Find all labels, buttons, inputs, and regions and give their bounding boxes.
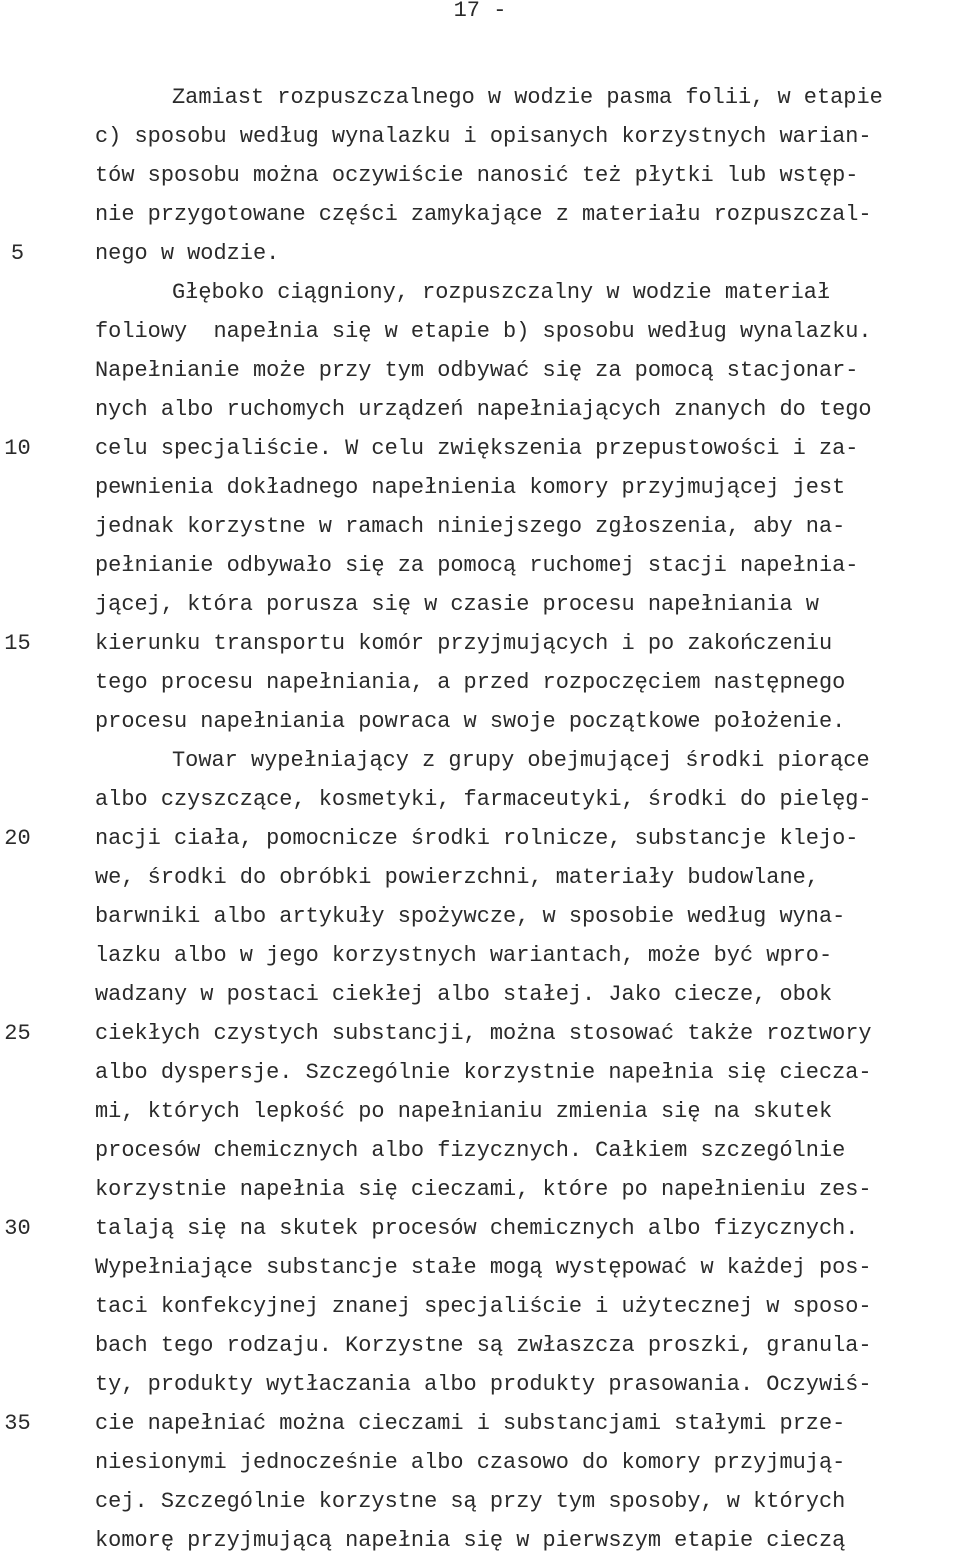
text-line: albo dyspersje. Szczególnie korzystnie napełnia się cieczа- <box>95 1060 872 1085</box>
text-line: cie napełniać można cieczami i substancjami stałymi prze- <box>95 1411 846 1436</box>
text-line: nacji ciała, pomocnicze środki rolnicze, substancje klejo- <box>95 826 859 851</box>
page-number-header: 17 - <box>453 0 507 23</box>
text-line: mi, których lepkość po napełnianiu zmienia się na skutek <box>95 1099 833 1124</box>
text-line: jącej, która porusza się w czasie procesu napełniania w <box>95 592 819 617</box>
text-line: niesionymi jednocześnie albo czasowo do komory przyjmują- <box>95 1450 846 1475</box>
text-line: procesu napełniania powraca w swoje początkowe położenie. <box>95 709 846 734</box>
text-line: pewnienia dokładnego napełnienia komory przyjmującej jest <box>95 475 846 500</box>
line-number: 5 <box>10 241 25 266</box>
text-line: lazku albo w jego korzystnych wariantach, może być wpro- <box>95 943 833 968</box>
text-line: ciekłych czystych substancji, można stosować także roztwory <box>95 1021 872 1046</box>
text-line: ty, produkty wytłaczania albo produkty prasowania. Oczywiś- <box>95 1372 872 1397</box>
text-line: Towar wypełniający z grupy obejmującej środki piorące <box>172 748 870 773</box>
text-line: nego w wodzie. <box>95 241 280 266</box>
text-line: bach tego rodzaju. Korzystne są zwłaszcza proszki, granula- <box>95 1333 872 1358</box>
text-line: nie przygotowane części zamykające z materiału rozpuszczal- <box>95 202 872 227</box>
text-line: talają się na skutek procesów chemicznych albo fizycznych. <box>95 1216 859 1241</box>
text-line: taci konfekcyjnej znanej specjaliście i użytecznej w sposo- <box>95 1294 872 1319</box>
text-line: Napełnianie może przy tym odbywać się za pomocą stacjonar- <box>95 358 859 383</box>
text-line: kierunku transportu komór przyjmujących i po zakończeniu <box>95 631 833 656</box>
line-number: 25 <box>4 1021 31 1046</box>
text-line: barwniki albo artykuły spożywcze, w sposobie według wyna- <box>95 904 846 929</box>
text-line: procesów chemicznych albo fizycznych. Całkiem szczególnie <box>95 1138 846 1163</box>
line-number: 35 <box>4 1411 31 1436</box>
text-line: korzystnie napełnia się cieczami, które po napełnieniu zes- <box>95 1177 872 1202</box>
line-number: 20 <box>4 826 31 851</box>
text-line: komorę przyjmującą napełnia się w pierwszym etapie cieczą <box>95 1528 846 1553</box>
line-number: 30 <box>4 1216 31 1241</box>
text-line: foliowy napełnia się w etapie b) sposobu według wynalazku. <box>95 319 872 344</box>
text-line: jednak korzystne w ramach niniejszego zgłoszenia, aby na- <box>95 514 846 539</box>
text-line: cej. Szczególnie korzystne są przy tym sposoby, w których <box>95 1489 846 1514</box>
text-line: albo czyszczące, kosmetyki, farmaceutyki, środki do pielęg- <box>95 787 872 812</box>
line-number: 15 <box>4 631 31 656</box>
text-line: pełnianie odbywało się za pomocą ruchomej stacji napełnia- <box>95 553 859 578</box>
line-number: 10 <box>4 436 31 461</box>
text-line: Głęboko ciągniony, rozpuszczalny w wodzie materiał <box>172 280 831 305</box>
text-line: nych albo ruchomych urządzeń napełniających znanych do tego <box>95 397 872 422</box>
text-line: Zamiast rozpuszczalnego w wodzie pasma folii, w etapie <box>172 85 883 110</box>
text-line: we, środki do obróbki powierzchni, materiały budowlane, <box>95 865 819 890</box>
text-line: tów sposobu można oczywiście nanosić też płytki lub wstęp- <box>95 163 859 188</box>
text-line: celu specjaliście. W celu zwiększenia przepustowości i za- <box>95 436 859 461</box>
text-line: tego procesu napełniania, a przed rozpoczęciem następnego <box>95 670 846 695</box>
text-line: Wypełniające substancje stałe mogą występować w każdej pos- <box>95 1255 872 1280</box>
text-line: wadzany w postaci ciekłej albo stałej. Jako ciecze, obok <box>95 982 833 1007</box>
text-line: c) sposobu według wynalazku i opisanych korzystnych warian- <box>95 124 872 149</box>
